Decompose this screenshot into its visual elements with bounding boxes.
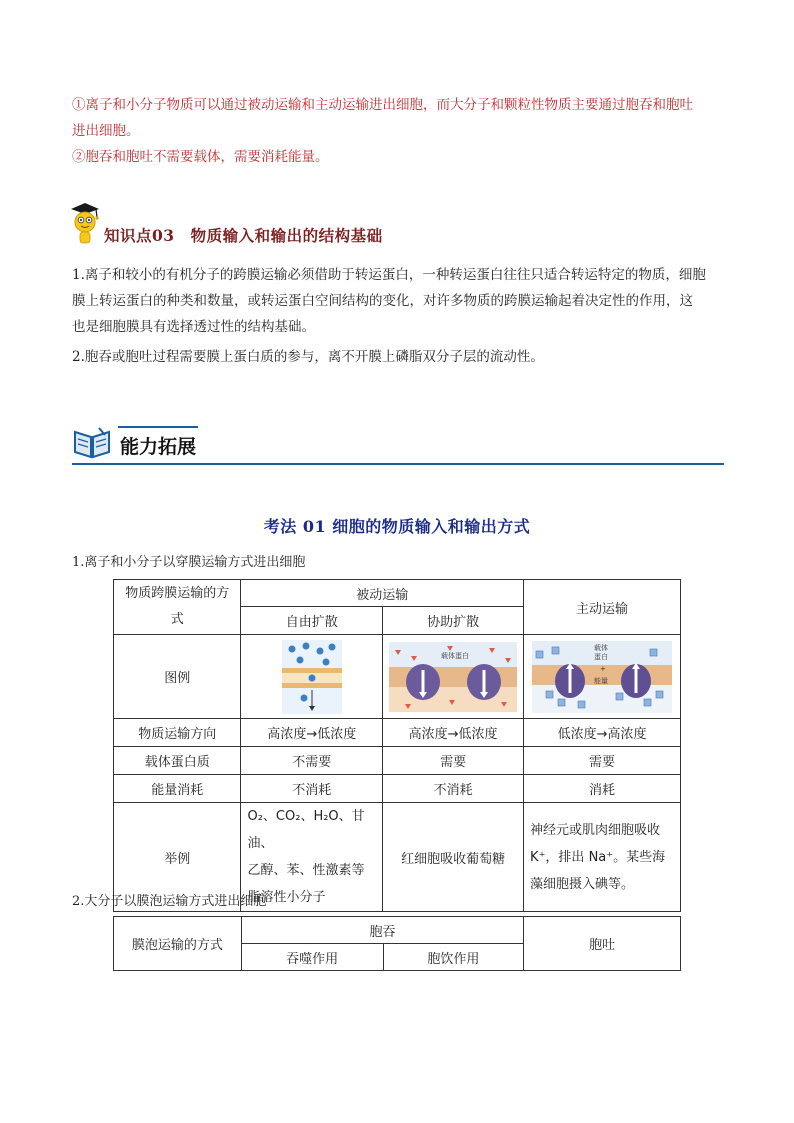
header-active: 主动运输	[524, 580, 681, 635]
header-assisted-diffusion: 协助扩散	[383, 607, 524, 635]
row-figure-label: 图例	[114, 635, 241, 719]
label-carrier: 载体	[594, 643, 609, 652]
svg-text:+: +	[600, 664, 606, 673]
example-free-line-2: 乙醇、苯、性激素等	[247, 863, 365, 878]
example-free-line-3: 脂溶性小分子	[247, 890, 326, 905]
figure-assisted-diffusion	[383, 635, 524, 719]
carrier-assisted: 需要	[383, 747, 524, 775]
intro-block	[72, 92, 732, 170]
label-carrier-protein: 载体蛋白	[441, 651, 470, 660]
transport-table	[113, 579, 681, 912]
example-free-line-1: O₂、CO₂、H₂O、甘油、	[247, 809, 365, 851]
intro-line-1: ①离子和小分子物质可以通过被动运输和主动运输进出细胞，而大分子和颗粒性物质主要通过胞吞和胞吐	[72, 97, 693, 113]
free-diffusion-diagram	[282, 640, 342, 714]
k3-p1-line-c: 也是细胞膜具有选择透过性的结构基础。	[72, 319, 315, 335]
header-free-diffusion: 自由扩散	[241, 607, 383, 635]
carrier-free: 不需要	[241, 747, 383, 775]
figure-active-transport	[524, 635, 681, 719]
energy-assisted: 不消耗	[383, 775, 524, 803]
vesicle-header-endocytosis: 胞吞	[241, 917, 524, 944]
vesicle-header-phagocytosis: 吞噬作用	[241, 944, 383, 971]
direction-free: 高浓度→低浓度	[241, 719, 383, 747]
row-energy-label: 能量消耗	[114, 775, 241, 803]
row-carrier-label: 载体蛋白质	[114, 747, 241, 775]
method-title: 考法 01 细胞的物质输入和输出方式	[263, 517, 531, 536]
label-energy: 能量	[594, 676, 609, 685]
open-book-icon	[72, 424, 112, 460]
header-mode	[114, 580, 241, 635]
direction-assisted: 高浓度→低浓度	[383, 719, 524, 747]
knowledge-point-body	[72, 262, 732, 370]
subheading-1: 1.离子和小分子以穿膜运输方式进出细胞	[72, 555, 306, 570]
energy-free: 不消耗	[241, 775, 383, 803]
header-mode-a: 物质跨膜运输的方	[125, 586, 230, 601]
section-header	[72, 420, 724, 466]
example-active-line-2: K⁺，排出 Na⁺。某些海	[530, 849, 666, 865]
example-assisted: 红细胞吸收葡萄糖	[383, 803, 524, 912]
knowledge-point-title: 知识点03 物质输入和输出的结构基础	[104, 226, 383, 245]
subheading-2: 2.大分子以膜泡运输方式进出细胞	[72, 894, 267, 909]
section-rule-bottom	[72, 463, 724, 465]
label-protein: 蛋白	[594, 652, 609, 661]
carrier-active: 需要	[524, 747, 681, 775]
knowledge-point-header	[64, 200, 744, 248]
vesicle-header-pinocytosis: 胞饮作用	[383, 944, 524, 971]
k3-p1-line-b: 膜上转运蛋白的种类和数量，或转运蛋白空间结构的变化，对许多物质的跨膜运输起着决定性的作用，这	[72, 293, 693, 309]
assisted-diffusion-diagram	[389, 642, 517, 712]
header-passive: 被动运输	[241, 580, 524, 607]
row-example-label: 举例	[114, 803, 241, 912]
vesicle-header-exocytosis: 胞吐	[524, 917, 681, 971]
vesicle-table	[113, 916, 681, 971]
graduate-icon	[68, 200, 102, 246]
row-direction-label: 物质运输方向	[114, 719, 241, 747]
header-mode-b: 式	[170, 612, 184, 627]
example-active	[524, 803, 681, 912]
active-transport-diagram	[532, 641, 672, 713]
section-title: 能力拓展	[120, 436, 197, 458]
direction-active: 低浓度→高浓度	[524, 719, 681, 747]
intro-line-3: ②胞吞和胞吐不需要载体，需要消耗能量。	[72, 149, 329, 165]
example-active-line-1: 神经元或肌肉细胞吸收	[530, 822, 661, 838]
k3-p1-line-a: 1.离子和较小的有机分子的跨膜运输必须借助于转运蛋白，一种转运蛋白往往只适合转运特定的物质，细胞	[72, 267, 706, 283]
energy-active: 消耗	[524, 775, 681, 803]
section-rule-top	[118, 426, 198, 428]
intro-line-2: 进出细胞。	[72, 123, 140, 139]
example-active-line-3: 藻细胞摄入碘等。	[530, 876, 635, 892]
vesicle-header-mode: 膜泡运输的方式	[114, 917, 242, 971]
figure-free-diffusion	[241, 635, 383, 719]
k3-p2: 2.胞吞或胞吐过程需要膜上蛋白质的参与，离不开膜上磷脂双分子层的流动性。	[72, 349, 544, 365]
